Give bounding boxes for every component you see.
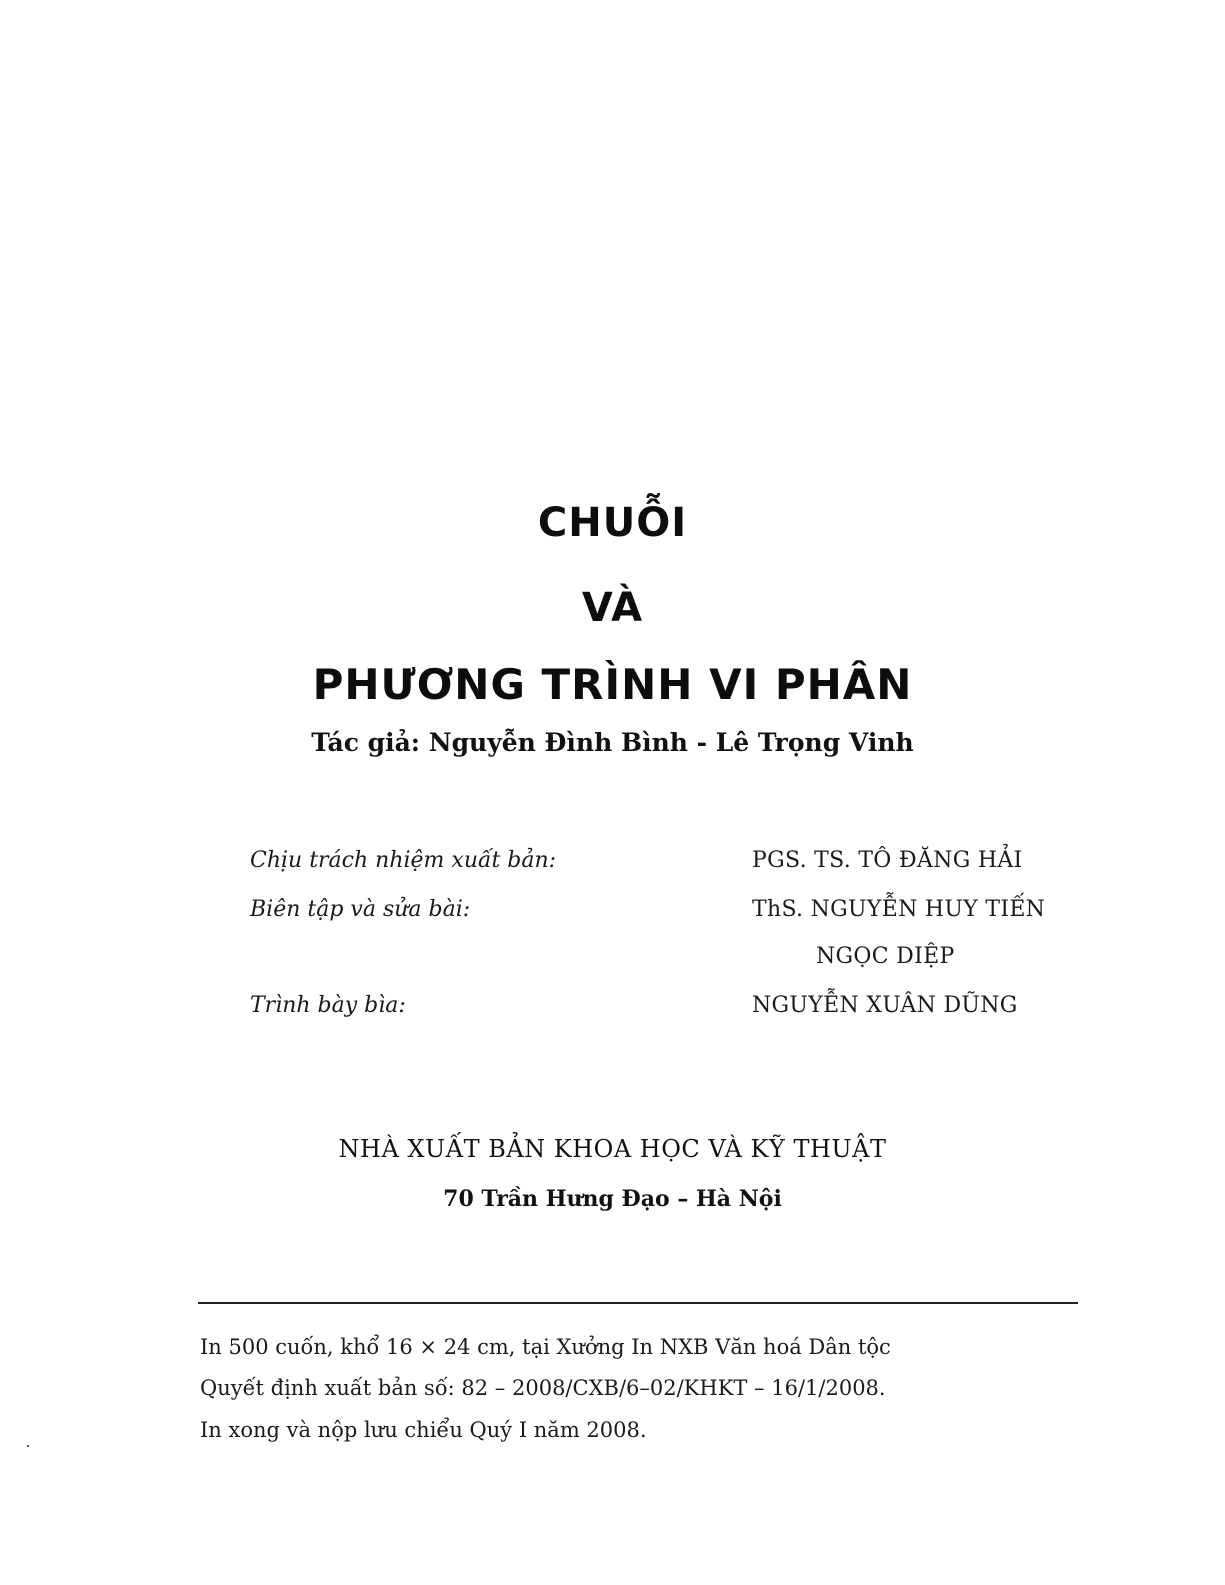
title-line-2: VÀ [581,585,644,631]
scan-speck [27,1445,29,1447]
cover-value: NGUYỄN XUÂN DŨNG [752,993,1018,1018]
author-line: Tác giả: Nguyễn Đình Bình - Lê Trọng Vinh [311,728,914,757]
editor-value-1: ThS. NGUYỄN HUY TIẾN [752,897,1046,922]
imprint-line-3: In xong và nộp lưu chiểu Quý I năm 2008. [200,1418,647,1442]
cover-label: Trình bày bìa: [250,993,406,1018]
editor-value-2: NGỌC DIỆP [816,944,955,969]
imprint-line-2: Quyết định xuất bản số: 82 – 2008/CXB/6–02/KHKT – 16/1/2008. [200,1376,886,1400]
publisher-name: NHÀ XUẤT BẢN KHOA HỌC VÀ KỸ THUẬT [338,1135,887,1163]
title-line-3: PHƯƠNG TRÌNH VI PHÂN [312,660,913,709]
responsible-label: Chịu trách nhiệm xuất bản: [250,848,557,873]
divider-rule [198,1302,1078,1304]
imprint-line-1: In 500 cuốn, khổ 16 × 24 cm, tại Xưởng In NXB Văn hoá Dân tộc [200,1335,891,1359]
editor-label: Biên tập và sửa bài: [250,897,471,922]
responsible-value: PGS. TS. TÔ ĐĂNG HẢI [752,848,1023,873]
publisher-address: 70 Trần Hưng Đạo – Hà Nội [443,1186,782,1212]
title-line-1: CHUỖI [537,500,688,546]
